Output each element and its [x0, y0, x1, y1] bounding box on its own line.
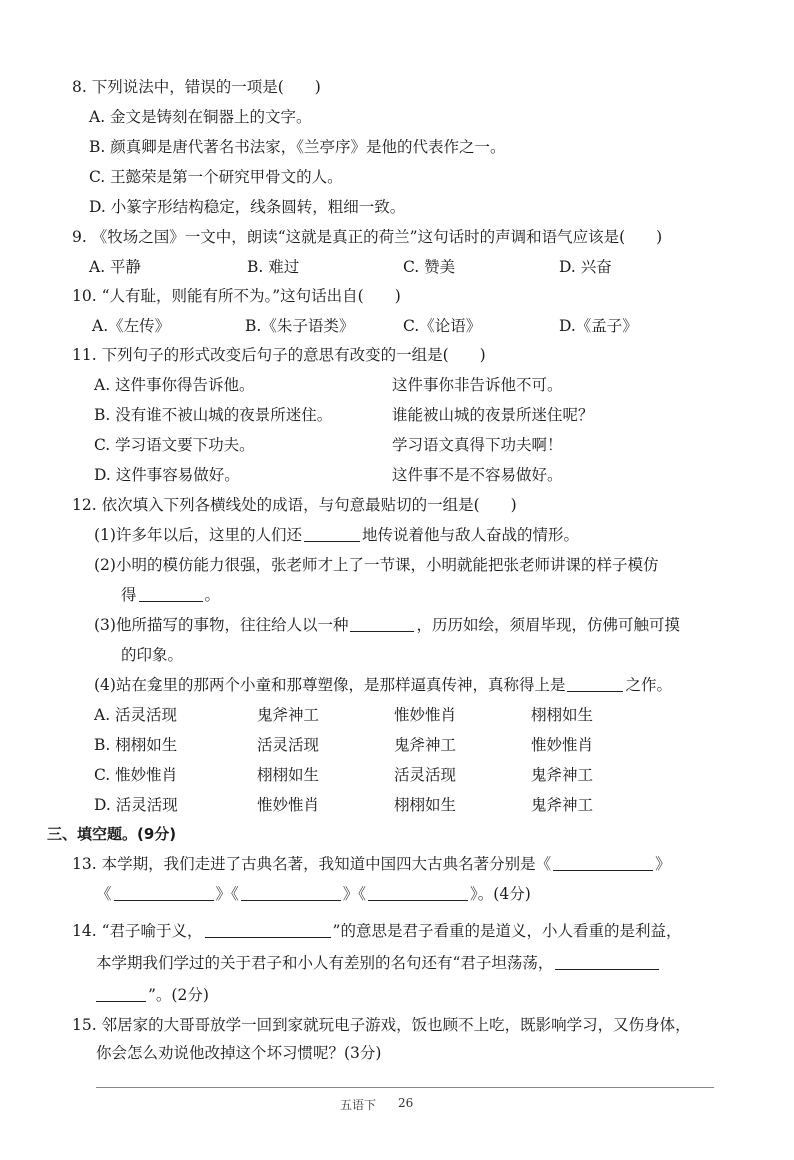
q8-stem: 8. 下列说法中，错误的一项是( )	[72, 78, 321, 96]
q12-option-a-2: 鬼斧神工	[257, 706, 320, 724]
q14-line-2	[96, 952, 661, 974]
q12-option-c-4: 鬼斧神工	[531, 766, 594, 784]
q9-options	[89, 256, 612, 278]
q13-line-1	[72, 853, 671, 875]
q9-option-c: C. 赞美	[403, 258, 456, 276]
q8-option-c: C. 王懿荣是第一个研究甲骨文的人。	[89, 168, 343, 186]
q12-option-d-1: D. 活灵活现	[94, 796, 178, 814]
q13-part-f: 》。(4分)	[470, 885, 531, 903]
q13-blank-4[interactable]	[368, 884, 468, 901]
section-heading: 三、填空题。(9分)	[47, 825, 177, 843]
q12-option-a-1: A. 活灵活现	[94, 706, 178, 724]
q14-part-b: ”的意思是君子看重的是道义，小人看重的是利益，	[332, 922, 682, 940]
q9-option-a: A. 平静	[89, 258, 142, 276]
q12-s4-blank[interactable]	[567, 675, 623, 692]
q12-stem: 12. 依次填入下列各横线处的成语，与句意最贴切的一组是( )	[72, 496, 517, 514]
q13-part-a: 13. 本学期，我们走进了古典名著，我知道中国四大古典名著分别是《	[72, 855, 552, 873]
q13-blank-2[interactable]	[114, 884, 214, 901]
q14-part-c: 本学期我们学过的关于君子和小人有差别的名句还有“君子坦荡荡，	[96, 954, 554, 972]
q12-s2-part-b: 得	[121, 586, 137, 604]
q12-option-b-2: 活灵活现	[257, 736, 320, 754]
q11-row-a-left: A. 这件事你得告诉他。	[94, 376, 255, 394]
q12-option-d-2: 惟妙惟肖	[257, 796, 320, 814]
q14-part-d: ”。(2分)	[148, 986, 209, 1004]
q12-s1-part-a: (1)许多年以后，这里的人们还	[94, 526, 302, 544]
q11-row-b	[94, 404, 594, 426]
q12-sentence-4	[94, 674, 672, 696]
q8-option-b: B. 颜真卿是唐代著名书法家，《兰亭序》是他的代表作之一。	[89, 138, 506, 156]
q12-sentence-1	[94, 524, 579, 546]
q12-option-d-4: 鬼斧神工	[531, 796, 594, 814]
q12-option-c-2: 栩栩如生	[257, 766, 320, 784]
q12-sentence-3-cont	[121, 644, 183, 666]
q10-option-b: B.《朱子语类》	[245, 317, 355, 335]
q15-line-1: 15. 邻居家的大哥哥放学一回到家就玩电子游戏，饭也顾不上吃，既影响学习，又伤身体，	[72, 1016, 691, 1034]
q12-s3-blank[interactable]	[350, 615, 414, 632]
q13-part-b: 》	[655, 855, 671, 873]
q12-sentence-3	[94, 614, 680, 636]
q12-s3-part-a: (3)他所描写的事物，往往给人以一种	[94, 616, 349, 634]
q14-blank-1[interactable]	[205, 921, 331, 938]
q11-row-c-left: C. 学习语文要下功夫。	[94, 436, 255, 454]
q9-stem: 9. 《牧场之国》一文中，朗读“这就是真正的荷兰”这句话时的声调和语气应该是( )	[72, 228, 663, 246]
q9-option-b: B. 难过	[247, 258, 300, 276]
q9-option-d: D. 兴奋	[559, 258, 612, 276]
footer-divider	[96, 1087, 714, 1088]
q11-row-c-right: 学习语文真得下功夫啊！	[392, 436, 563, 454]
q14-blank-2b[interactable]	[96, 985, 146, 1002]
q8-option-a: A. 金文是铸刻在铜器上的文字。	[89, 108, 312, 126]
q12-s1-blank[interactable]	[304, 525, 360, 542]
q12-option-b-1: B. 栩栩如生	[94, 736, 178, 754]
q12-s2-part-c: 。	[204, 586, 221, 604]
q12-s4-part-a: (4)站在龛里的那两个小童和那尊塑像，是那样逼真传神，真称得上是	[94, 676, 566, 694]
q14-line-1	[72, 920, 681, 942]
q12-sentence-2	[94, 554, 658, 576]
q10-option-d: D.《孟子》	[559, 317, 638, 335]
q12-s3-part-b: ，历历如绘，须眉毕现，仿佛可触可摸	[416, 616, 680, 634]
q11-row-b-left: B. 没有谁不被山城的夜景所迷住。	[94, 406, 333, 424]
q11-row-b-right: 谁能被山城的夜景所迷住呢？	[392, 406, 594, 424]
q10-stem: 10. “人有耻，则能有所不为。”这句话出自( )	[72, 287, 401, 305]
page-number: 26	[398, 1096, 414, 1110]
q11-row-d-left: D. 这件事容易做好。	[94, 466, 240, 484]
q12-option-c-1: C. 惟妙惟肖	[94, 766, 178, 784]
q14-blank-2a[interactable]	[555, 953, 659, 970]
q13-part-d: 》《	[215, 885, 239, 903]
q12-sentence-2-cont	[121, 584, 220, 606]
q13-part-e: 》《	[342, 885, 367, 903]
q11-row-d	[94, 464, 563, 486]
q12-option-c	[94, 764, 593, 786]
q14-part-a: 14. “君子喻于义，	[72, 922, 203, 940]
q12-option-d-3: 栩栩如生	[394, 796, 457, 814]
q14-line-3	[96, 984, 209, 1006]
q12-s2-blank[interactable]	[139, 585, 203, 602]
q11-row-c	[94, 434, 563, 456]
q10-options	[92, 315, 638, 337]
q11-stem: 11. 下列句子的形式改变后句子的意思有改变的一组是( )	[72, 346, 486, 364]
q13-part-c: 《	[96, 885, 112, 903]
q11-row-a	[94, 374, 563, 396]
q8-option-d: D. 小篆字形结构稳定，线条圆转，粗细一致。	[89, 198, 406, 216]
q12-s4-part-b: 之作。	[625, 676, 672, 694]
q12-option-a	[94, 704, 593, 726]
q12-option-b-3: 鬼斧神工	[394, 736, 457, 754]
q12-s2-part-a: (2)小明的模仿能力很强，张老师才上了一节课，小明就能把张老师讲课的样子模仿	[94, 556, 659, 574]
q10-option-c: C.《论语》	[403, 317, 482, 335]
q15-line-2: 你会怎么劝说他改掉这个坏习惯呢？(3分)	[96, 1044, 382, 1062]
q10-option-a: A.《左传》	[92, 317, 171, 335]
q11-row-d-right: 这件事不是不容易做好。	[392, 466, 563, 484]
q11-row-a-right: 这件事你非告诉他不可。	[392, 376, 563, 394]
q13-blank-3[interactable]	[241, 884, 341, 901]
q12-option-b	[94, 734, 593, 756]
q12-option-b-4: 惟妙惟肖	[531, 736, 594, 754]
q13-blank-1[interactable]	[553, 854, 653, 871]
q13-line-2	[96, 883, 531, 905]
q12-option-a-3: 惟妙惟肖	[394, 706, 457, 724]
q12-option-c-3: 活灵活现	[394, 766, 457, 784]
page-footer	[340, 1096, 413, 1113]
q12-s1-part-b: 地传说着他与敌人奋战的情形。	[361, 526, 579, 544]
footer-label: 五语下	[340, 1098, 377, 1112]
q12-option-d	[94, 794, 593, 816]
q12-s3-part-c: 的印象。	[121, 646, 184, 664]
q12-option-a-4: 栩栩如生	[531, 706, 594, 724]
